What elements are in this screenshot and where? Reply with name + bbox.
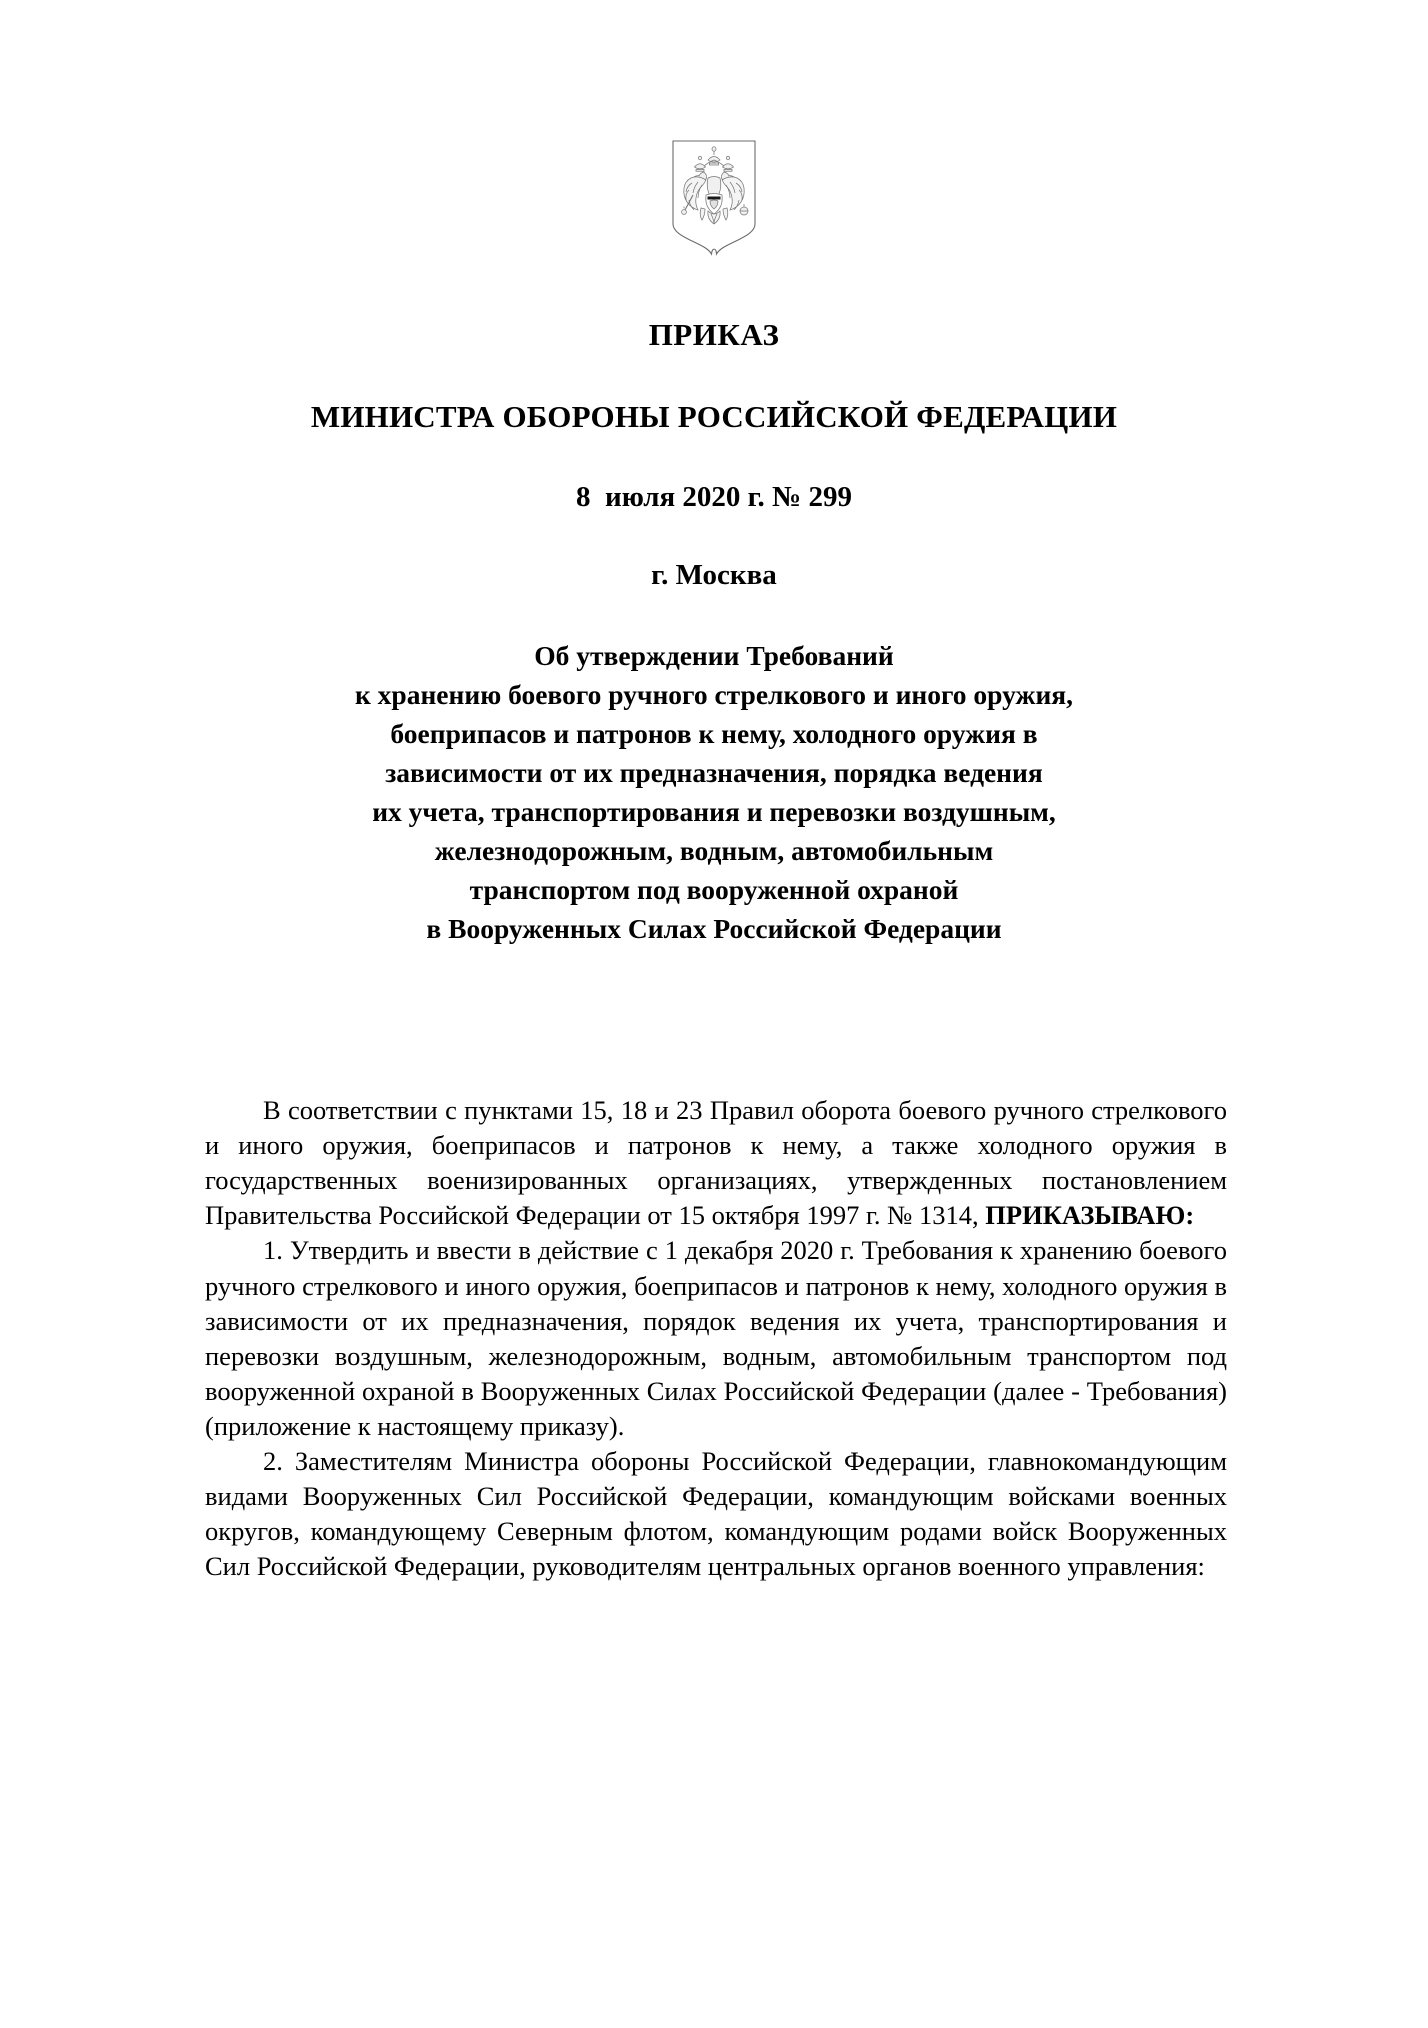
city-line: г. Москва [651,559,777,592]
subject-line: к хранению боевого ручного стрелкового и иного оружия, [354,679,1074,711]
document-header [0,318,1428,948]
subject-line: Об утверждении Требований [534,639,894,671]
paragraph-2: 2. Заместителям Министра обороны Российской Федерации, главнокомандующим видами Вооруженных Сил Российской Федерации, командующим войсками военных округов, командующему Северным флотом, командующим родами войск Вооруженных Сил Российской Федерации, руководителям центральных органов военного управления: [205,1446,1227,1582]
ministry-line: МИНИСТРА ОБОРОНЫ РОССИЙСКОЙ ФЕДЕРАЦИИ [310,399,1118,435]
subject-line: боеприпасов и патронов к нему, холодного оружия в [390,718,1038,750]
paragraph-preamble [205,1093,1227,1233]
subject-line: в Вооруженных Силах Российской Федерации [426,913,1002,945]
subject-line: их учета, транспортирования и перевозки воздушным, [372,796,1056,828]
paragraph-1: 1. Утвердить и ввести в действие с 1 декабря 2020 г. Требования к хранению боевого ручного стрелкового и иного оружия, боеприпасов и патронов к нему, холодного оружия в зависимости от их предназначения, порядок ведения их учета, транспортирования и перевозки воздушным, железнодорожным, водным, автомобильным транспортом под вооруженной охраной в Вооруженных Силах Российской Федерации (далее - Требования) (приложение к настоящему приказу). [205,1235,1227,1441]
subject-line: транспортом под вооруженной охраной [469,874,959,906]
subject-title [0,636,1428,948]
subject-line: зависимости от их предназначения, порядка ведения [385,757,1043,789]
russian-coat-of-arms-icon [668,138,760,256]
prikazyvayu-keyword: ПРИКАЗЫВАЮ: [985,1200,1195,1231]
emblem-container [0,138,1428,256]
date-and-number: 8 июля 2020 г. № 299 [576,481,852,514]
document-body [205,1093,1227,1585]
preamble-text: В соответствии с пунктами 15, 18 и 23 Правил оборота боевого ручного стрелкового и иного оружия, боеприпасов и патронов к нему, а также холодного оружия в государственных военизированных организациях, утвержденных постановлением Правительства Российской Федерации от 15 октября 1997 г. № 1314, [205,1095,1227,1231]
subject-line: железнодорожным, водным, автомобильным [434,835,994,867]
page-title: ПРИКАЗ [648,317,780,352]
